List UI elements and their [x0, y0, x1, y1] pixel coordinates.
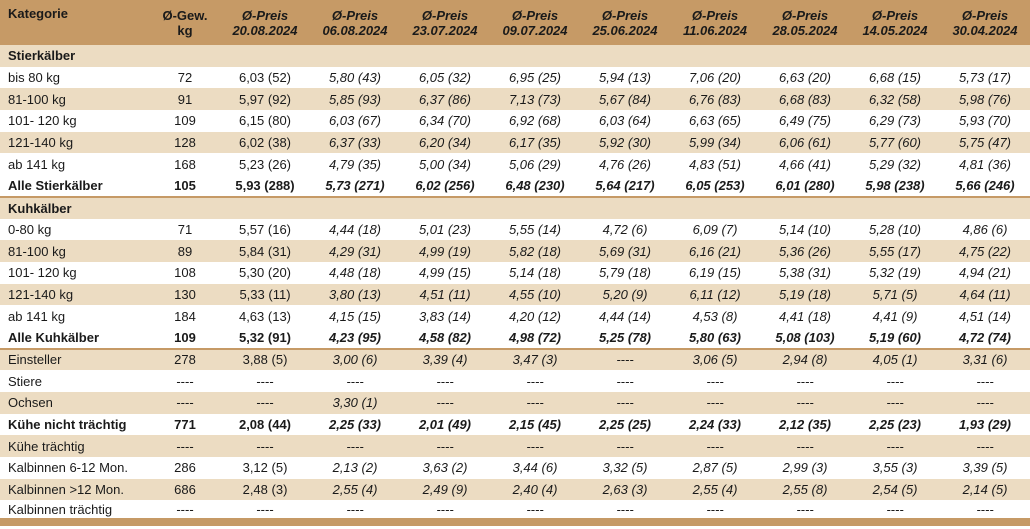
table-row: [0, 414, 1030, 436]
header-gewicht: [150, 0, 220, 45]
price-cell: 4,44 (18): [328, 221, 382, 237]
row-weight: ----: [176, 501, 194, 517]
price-cell: 5,93 (288): [235, 177, 295, 193]
price-cell: 6,02 (256): [415, 177, 475, 193]
price-cell: 6,68 (83): [778, 91, 832, 107]
row-label: Kühe nicht trächtig: [8, 417, 127, 433]
header-price-6: [760, 0, 850, 45]
price-cell: 3,12 (5): [242, 460, 288, 476]
header-price-label: Ø-Preis: [961, 7, 1009, 23]
price-cell: 6,34 (70): [418, 113, 472, 129]
price-cell: 6,20 (34): [418, 135, 472, 151]
price-cell: 5,69 (31): [598, 243, 652, 259]
price-cell: 6,48 (230): [505, 177, 565, 193]
price-cell: ----: [796, 501, 814, 517]
price-cell: 5,85 (93): [328, 91, 382, 107]
price-cell: ----: [346, 501, 364, 517]
header-date: 25.06.2024: [592, 22, 658, 38]
price-cell: 4,55 (10): [508, 286, 562, 302]
header-price-label: Ø-Preis: [691, 7, 739, 23]
price-cell: 7,13 (73): [508, 91, 562, 107]
row-weight: 89: [177, 243, 193, 259]
row-label: 101- 120 kg: [8, 265, 77, 281]
price-cell: 6,16 (21): [688, 243, 742, 259]
price-cell: 6,63 (65): [688, 113, 742, 129]
price-cell: 5,57 (16): [238, 221, 292, 237]
price-cell: 5,32 (91): [238, 329, 292, 345]
price-cell: 2,25 (23): [868, 417, 922, 433]
table-row: [0, 219, 1030, 241]
header-date: 06.08.2024: [322, 22, 388, 38]
row-label: Stiere: [8, 373, 42, 389]
price-cell: 3,55 (3): [872, 460, 918, 476]
price-cell: ----: [886, 501, 904, 517]
price-cell: 3,44 (6): [512, 460, 558, 476]
price-cell: 2,48 (3): [242, 482, 288, 498]
price-cell: ----: [886, 373, 904, 389]
price-cell: 4,76 (26): [598, 156, 652, 172]
price-cell: 2,01 (49): [418, 417, 472, 433]
price-cell: ----: [706, 501, 724, 517]
row-weight: 109: [174, 113, 196, 129]
price-cell: 5,55 (17): [868, 243, 922, 259]
price-cell: 4,99 (15): [418, 265, 472, 281]
row-weight: 91: [177, 91, 193, 107]
price-cell: 6,17 (35): [508, 135, 562, 151]
price-cell: ----: [976, 395, 994, 411]
price-cell: 2,25 (25): [598, 417, 652, 433]
price-cell: 5,66 (246): [955, 177, 1015, 193]
price-cell: 5,20 (9): [602, 286, 648, 302]
price-cell: 4,05 (1): [872, 352, 918, 368]
price-cell: 6,32 (58): [868, 91, 922, 107]
price-cell: 6,19 (15): [688, 265, 742, 281]
price-cell: 4,29 (31): [328, 243, 382, 259]
row-label: bis 80 kg: [8, 70, 61, 86]
table-row: [0, 349, 1030, 371]
price-cell: 5,23 (26): [238, 156, 292, 172]
price-cell: 2,63 (3): [602, 482, 648, 498]
price-cell: 5,75 (47): [958, 135, 1012, 151]
price-cell: 5,84 (31): [238, 243, 292, 259]
price-cell: 4,75 (22): [958, 243, 1012, 259]
price-cell: 2,55 (4): [692, 482, 738, 498]
table-row: [0, 392, 1030, 414]
price-cell: 4,41 (18): [778, 308, 832, 324]
price-cell: 5,25 (78): [598, 329, 652, 345]
price-cell: 6,03 (67): [328, 113, 382, 129]
price-cell: ----: [526, 395, 544, 411]
price-cell: 3,80 (13): [328, 286, 382, 302]
price-cell: 5,98 (238): [865, 177, 925, 193]
price-cell: 6,68 (15): [868, 70, 922, 86]
price-cell: ----: [436, 501, 454, 517]
row-label: ab 141 kg: [8, 156, 66, 172]
price-cell: 5,71 (5): [872, 286, 918, 302]
row-weight: 184: [174, 308, 196, 324]
price-cell: 5,64 (217): [595, 177, 655, 193]
row-weight: 686: [174, 482, 196, 498]
price-cell: 2,08 (44): [238, 417, 292, 433]
price-cell: 4,63 (13): [238, 308, 292, 324]
price-cell: ----: [886, 395, 904, 411]
table-row: [0, 457, 1030, 479]
price-cell: ----: [616, 438, 634, 454]
price-cell: 5,80 (43): [328, 70, 382, 86]
header-price-8: [940, 0, 1030, 45]
header-price-label: Ø-Preis: [331, 7, 379, 23]
price-cell: 6,05 (253): [685, 177, 745, 193]
total-row: [0, 327, 1030, 349]
header-price-5: [670, 0, 760, 45]
price-cell: 5,73 (17): [958, 70, 1012, 86]
price-cell: 5,77 (60): [868, 135, 922, 151]
section-title: Stierkälber: [8, 48, 76, 64]
price-cell: 5,00 (34): [418, 156, 472, 172]
price-cell: 5,92 (30): [598, 135, 652, 151]
price-cell: 3,39 (4): [422, 352, 468, 368]
row-weight: 108: [174, 265, 196, 281]
row-weight: ----: [176, 395, 194, 411]
row-weight: 771: [174, 417, 196, 433]
row-weight: 168: [174, 156, 196, 172]
price-cell: 6,76 (83): [688, 91, 742, 107]
price-cell: 3,06 (5): [692, 352, 738, 368]
price-cell: 4,15 (15): [328, 308, 382, 324]
price-cell: 5,97 (92): [238, 91, 292, 107]
table-row: [0, 479, 1030, 501]
row-label: 81-100 kg: [8, 243, 66, 259]
price-cell: 4,66 (41): [778, 156, 832, 172]
price-cell: 5,79 (18): [598, 265, 652, 281]
header-price-label: Ø-Preis: [241, 7, 289, 23]
price-cell: 3,32 (5): [602, 460, 648, 476]
row-label: 81-100 kg: [8, 91, 66, 107]
row-weight: ----: [176, 373, 194, 389]
price-cell: 2,87 (5): [692, 460, 738, 476]
price-cell: 5,14 (18): [508, 265, 562, 281]
row-label: Kalbinnen 6-12 Mon.: [8, 460, 128, 476]
price-cell: 5,29 (32): [868, 156, 922, 172]
price-cell: 4,86 (6): [962, 221, 1008, 237]
price-cell: 3,63 (2): [422, 460, 468, 476]
price-cell: ----: [796, 395, 814, 411]
price-cell: 4,48 (18): [328, 265, 382, 281]
price-cell: 5,93 (70): [958, 113, 1012, 129]
price-cell: 5,33 (11): [239, 286, 291, 302]
price-cell: 3,30 (1): [332, 395, 378, 411]
price-cell: ----: [616, 395, 634, 411]
header-price-1: [310, 0, 400, 45]
price-cell: ----: [706, 373, 724, 389]
row-label: Alle Stierkälber: [8, 177, 103, 193]
row-label: Einsteller: [8, 352, 62, 368]
header-date: 30.04.2024: [952, 22, 1018, 38]
row-weight: 128: [174, 135, 196, 151]
table-row: [0, 110, 1030, 132]
row-weight: 278: [174, 352, 196, 368]
price-cell: 4,83 (51): [688, 156, 742, 172]
price-cell: ----: [616, 352, 634, 368]
price-cell: 4,44 (14): [598, 308, 652, 324]
price-cell: 6,01 (280): [775, 177, 835, 193]
price-cell: ----: [616, 373, 634, 389]
price-cell: ----: [256, 395, 274, 411]
price-cell: 5,80 (63): [688, 329, 742, 345]
header-gewicht-line1: Ø-Gew.: [162, 7, 208, 23]
price-cell: ----: [346, 438, 364, 454]
table-row: [0, 153, 1030, 175]
header-gewicht-line2: kg: [177, 22, 193, 38]
table-body: [0, 45, 1030, 522]
price-cell: 4,23 (95): [328, 329, 382, 345]
header-price-label: Ø-Preis: [871, 7, 919, 23]
price-cell: ----: [976, 373, 994, 389]
price-cell: 6,49 (75): [778, 113, 832, 129]
row-label: Kühe trächtig: [8, 438, 85, 454]
table-row: [0, 132, 1030, 154]
price-cell: 2,15 (45): [508, 417, 562, 433]
price-cell: 6,37 (33): [328, 135, 382, 151]
price-cell: 2,49 (9): [422, 482, 468, 498]
total-row: [0, 175, 1030, 197]
row-label: ab 141 kg: [8, 308, 66, 324]
row-label: Ochsen: [8, 395, 53, 411]
header-price-4: [580, 0, 670, 45]
price-cell: ----: [256, 438, 274, 454]
section-header: [0, 45, 1030, 67]
price-cell: 4,98 (72): [508, 329, 562, 345]
price-cell: 5,36 (26): [778, 243, 832, 259]
price-cell: 4,94 (21): [958, 265, 1012, 281]
price-cell: 5,98 (76): [958, 91, 1012, 107]
price-cell: 2,14 (5): [962, 482, 1008, 498]
price-cell: 2,94 (8): [782, 352, 828, 368]
price-cell: 5,73 (271): [325, 177, 385, 193]
price-cell: 3,88 (5): [242, 352, 288, 368]
header-price-7: [850, 0, 940, 45]
header-date: 09.07.2024: [502, 22, 568, 38]
header-date: 14.05.2024: [862, 22, 928, 38]
price-cell: 6,63 (20): [778, 70, 832, 86]
row-weight: 71: [177, 221, 193, 237]
price-cell: 6,03 (64): [598, 113, 652, 129]
row-weight: 109: [174, 329, 196, 345]
row-label: 101- 120 kg: [8, 113, 77, 129]
price-cell: ----: [436, 373, 454, 389]
price-cell: 5,19 (18): [778, 286, 832, 302]
price-cell: 3,47 (3): [512, 352, 558, 368]
price-cell: 4,72 (6): [602, 221, 648, 237]
price-cell: 2,24 (33): [688, 417, 742, 433]
price-cell: 4,81 (36): [958, 156, 1012, 172]
price-cell: 6,06 (61): [778, 135, 832, 151]
row-weight: 105: [174, 177, 196, 193]
price-cell: 5,67 (84): [598, 91, 652, 107]
price-cell: 6,92 (68): [508, 113, 562, 129]
price-cell: ----: [796, 438, 814, 454]
header-date: 28.05.2024: [772, 22, 838, 38]
price-cell: 5,94 (13): [598, 70, 652, 86]
table-row: [0, 262, 1030, 284]
price-cell: 4,41 (9): [872, 308, 918, 324]
price-cell: 4,20 (12): [508, 308, 562, 324]
price-cell: ----: [976, 501, 994, 517]
price-cell: ----: [526, 373, 544, 389]
price-cell: ----: [436, 395, 454, 411]
price-cell: ----: [346, 373, 364, 389]
price-cell: 6,37 (86): [418, 91, 472, 107]
price-cell: ----: [526, 438, 544, 454]
price-cell: 6,02 (38): [238, 135, 292, 151]
price-cell: ----: [976, 438, 994, 454]
price-cell: 6,05 (32): [418, 70, 472, 86]
price-cell: 3,31 (6): [962, 352, 1008, 368]
section-title: Kuhkälber: [8, 200, 72, 216]
price-cell: 5,01 (23): [418, 221, 472, 237]
price-cell: 6,09 (7): [692, 221, 738, 237]
price-cell: 4,51 (11): [419, 286, 471, 302]
price-cell: 2,54 (5): [872, 482, 918, 498]
price-cell: 5,06 (29): [508, 156, 562, 172]
table-row: [0, 88, 1030, 110]
price-cell: 4,79 (35): [328, 156, 382, 172]
row-label: Kalbinnen >12 Mon.: [8, 482, 125, 498]
row-weight: 72: [177, 70, 193, 86]
price-cell: ----: [256, 501, 274, 517]
section-header: [0, 197, 1030, 219]
price-cell: 2,12 (35): [778, 417, 832, 433]
price-cell: 6,15 (80): [238, 113, 292, 129]
price-cell: 4,58 (82): [418, 329, 472, 345]
header-date: 23.07.2024: [412, 22, 478, 38]
price-cell: 6,03 (52): [238, 70, 292, 86]
price-cell: ----: [436, 438, 454, 454]
header-price-2: [400, 0, 490, 45]
table-row: [0, 67, 1030, 89]
row-label: Alle Kuhkälber: [8, 329, 100, 345]
price-cell: 5,30 (20): [238, 265, 292, 281]
price-cell: 2,25 (33): [328, 417, 382, 433]
header-kategorie: Kategorie: [8, 6, 68, 21]
table-row: [0, 435, 1030, 457]
price-cell: 1,93 (29): [958, 417, 1012, 433]
header-date: 11.06.2024: [682, 22, 748, 38]
price-cell: 7,06 (20): [688, 70, 742, 86]
price-cell: 5,32 (19): [868, 265, 922, 281]
price-cell: 6,11 (12): [689, 286, 741, 302]
row-label: 0-80 kg: [8, 221, 52, 237]
price-cell: 5,38 (31): [778, 265, 832, 281]
price-cell: 5,08 (103): [775, 329, 835, 345]
header-price-label: Ø-Preis: [601, 7, 649, 23]
price-cell: 3,39 (5): [962, 460, 1008, 476]
header-price-label: Ø-Preis: [421, 7, 469, 23]
price-cell: 2,55 (8): [782, 482, 828, 498]
row-weight: 130: [174, 286, 196, 302]
table-row: [0, 305, 1030, 327]
price-cell: 2,99 (3): [782, 460, 828, 476]
price-cell: 5,14 (10): [778, 221, 832, 237]
price-cell: ----: [886, 438, 904, 454]
price-cell: ----: [616, 501, 634, 517]
price-cell: ----: [706, 395, 724, 411]
table-row: [0, 240, 1030, 262]
row-label: 121-140 kg: [8, 135, 74, 151]
price-cell: 5,55 (14): [508, 221, 562, 237]
table-row: [0, 284, 1030, 306]
price-cell: ----: [526, 501, 544, 517]
price-cell: 4,64 (11): [959, 286, 1011, 302]
price-cell: ----: [706, 438, 724, 454]
table-row: [0, 370, 1030, 392]
row-label: 121-140 kg: [8, 286, 74, 302]
price-cell: 5,28 (10): [868, 221, 922, 237]
header-price-3: [490, 0, 580, 45]
price-cell: 3,00 (6): [332, 352, 378, 368]
price-cell: ----: [796, 373, 814, 389]
price-cell: 6,95 (25): [508, 70, 562, 86]
header-price-label: Ø-Preis: [781, 7, 829, 23]
price-cell: 4,99 (19): [418, 243, 472, 259]
row-label: Kalbinnen trächtig: [8, 501, 113, 517]
price-cell: 2,13 (2): [332, 460, 378, 476]
price-cell: 4,53 (8): [692, 308, 738, 324]
price-cell: 3,83 (14): [418, 308, 472, 324]
price-cell: 4,72 (74): [958, 329, 1012, 345]
price-cell: 5,99 (34): [688, 135, 742, 151]
header-date: 20.08.2024: [232, 22, 298, 38]
header-price-0: [220, 0, 310, 45]
price-cell: 2,55 (4): [332, 482, 378, 498]
price-cell: 6,29 (73): [868, 113, 922, 129]
row-weight: ----: [176, 438, 194, 454]
price-cell: 5,82 (18): [508, 243, 562, 259]
price-cell: 2,40 (4): [512, 482, 558, 498]
header-row: [0, 0, 1030, 45]
price-cell: ----: [256, 373, 274, 389]
header-price-label: Ø-Preis: [511, 7, 559, 23]
price-cell: 5,19 (60): [868, 329, 922, 345]
row-weight: 286: [174, 460, 196, 476]
table-row: [0, 500, 1030, 522]
price-cell: 4,51 (14): [958, 308, 1012, 324]
